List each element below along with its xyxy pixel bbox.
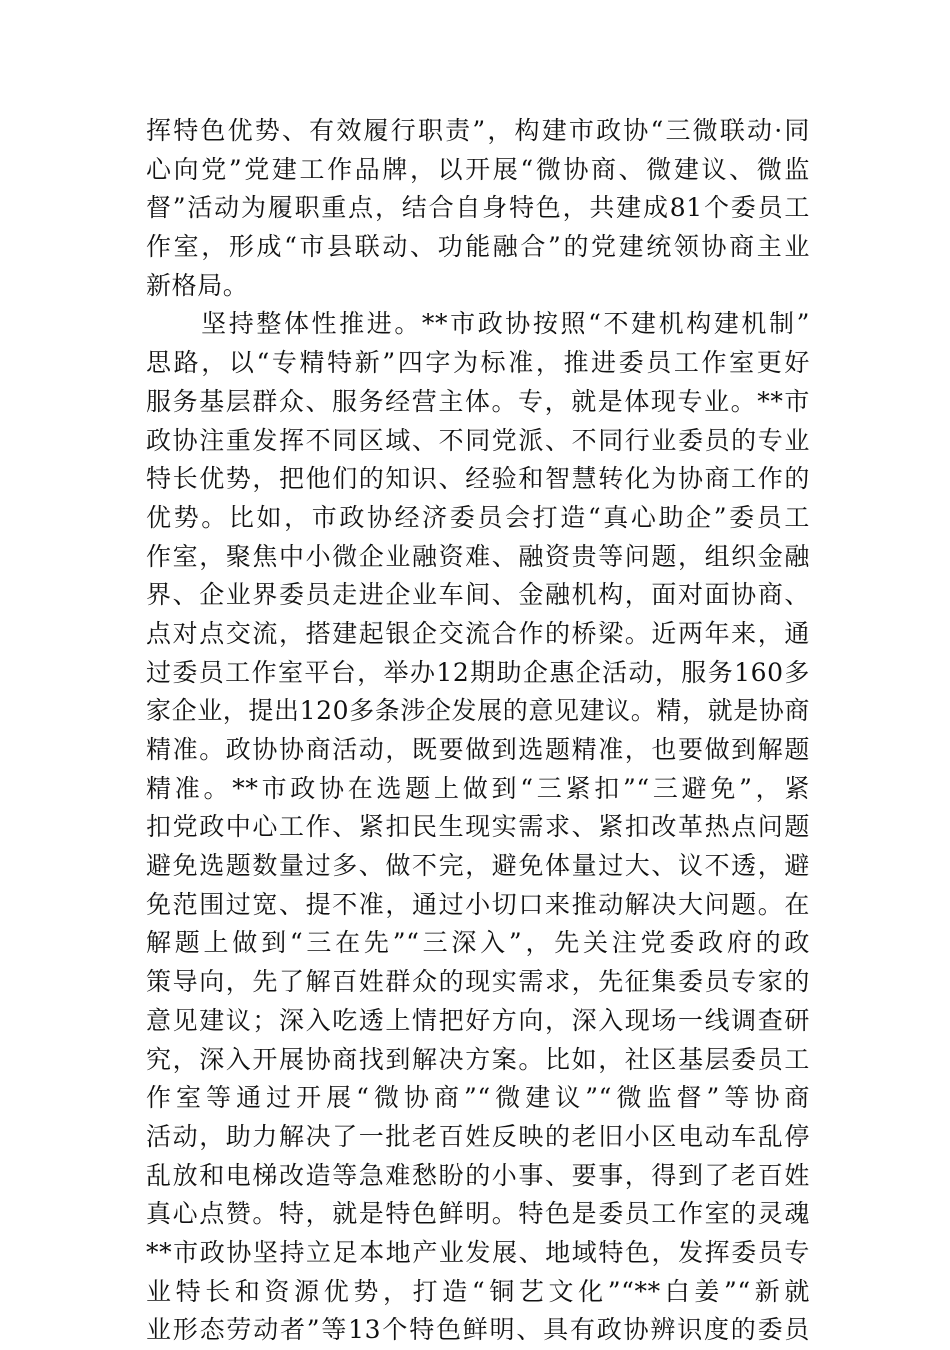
- text-line: 作室，形成“市县联动、功能融合”的党建统领协商主业: [146, 232, 810, 262]
- text-line: 作室等通过开展“微协商”“微建议”“微监督”等协商: [146, 1083, 810, 1113]
- text-line: 意见建议；深入吃透上情把好方向，深入现场一线调查研: [146, 1005, 810, 1035]
- text-line: 究，深入开展协商找到解决方案。比如，社区基层委员工: [146, 1044, 810, 1074]
- text-line: 点对点交流，搭建起银企交流合作的桥梁。近两年来，通: [146, 618, 810, 648]
- text-line: 家企业，提出120多条涉企发展的意见建议。精，就是协商: [146, 696, 810, 726]
- text-line: 活动，助力解决了一批老百姓反映的老旧小区电动车乱停: [146, 1121, 810, 1151]
- text-line: 挥特色优势、有效履行职责”，构建市政协“三微联动·同: [146, 116, 810, 145]
- body-text: [146, 112, 810, 1350]
- text-line: 精准。政协协商活动，既要做到选题精准，也要做到解题: [146, 735, 810, 764]
- text-line: 真心点赞。特，就是特色鲜明。特色是委员工作室的灵魂: [146, 1199, 810, 1229]
- text-line: 解题上做到“三在先”“三深入”，先关注党委政府的政: [146, 928, 810, 958]
- text-line: 业形态劳动者”等13个特色鲜明、具有政协辨识度的委员: [146, 1315, 810, 1345]
- text-line: 业特长和资源优势，打造“铜艺文化”“**白姜”“新就: [146, 1276, 810, 1306]
- text-line: 乱放和电梯改造等急难愁盼的小事、要事，得到了老百姓: [146, 1160, 810, 1190]
- text-line: **市政协坚持立足本地产业发展、地域特色，发挥委员专: [146, 1237, 810, 1267]
- text-line: 扣党政中心工作、紧扣民生现实需求、紧扣改革热点问题: [146, 812, 810, 842]
- text-line: 心向党”党建工作品牌，以开展“微协商、微建议、微监: [146, 154, 810, 184]
- text-line: 思路，以“专精特新”四字为标准，推进委员工作室更好: [146, 348, 810, 378]
- text-line: 坚持整体性推进。**市政协按照“不建机构建机制”: [146, 309, 810, 339]
- text-line: 作室，聚焦中小微企业融资难、融资贵等问题，组织金融: [146, 541, 810, 571]
- text-line: 策导向，先了解百姓群众的现实需求，先征集委员专家的: [146, 967, 810, 997]
- text-line: 新格局。: [146, 270, 249, 300]
- text-line: 政协注重发挥不同区域、不同党派、不同行业委员的专业: [146, 425, 810, 455]
- text-line: 避免选题数量过多、做不完，避免体量过大、议不透，避: [146, 851, 810, 881]
- text-line: 服务基层群众、服务经营主体。专，就是体现专业。**市: [146, 386, 810, 416]
- text-line: 免范围过宽、提不准，通过小切口来推动解决大问题。在: [146, 889, 810, 919]
- text-line: 界、企业界委员走进企业车间、金融机构，面对面协商、: [146, 580, 810, 610]
- text-line: 精准。**市政协在选题上做到“三紧扣”“三避免”，紧: [146, 773, 810, 803]
- text-line: 优势。比如，市政协经济委员会打造“真心助企”委员工: [146, 502, 810, 532]
- text-line: 过委员工作室平台，举办12期助企惠企活动，服务160多: [146, 657, 810, 687]
- text-line: 督”活动为履职重点，结合自身特色，共建成81个委员工: [146, 193, 810, 223]
- text-line: 特长优势，把他们的知识、经验和智慧转化为协商工作的: [146, 464, 810, 494]
